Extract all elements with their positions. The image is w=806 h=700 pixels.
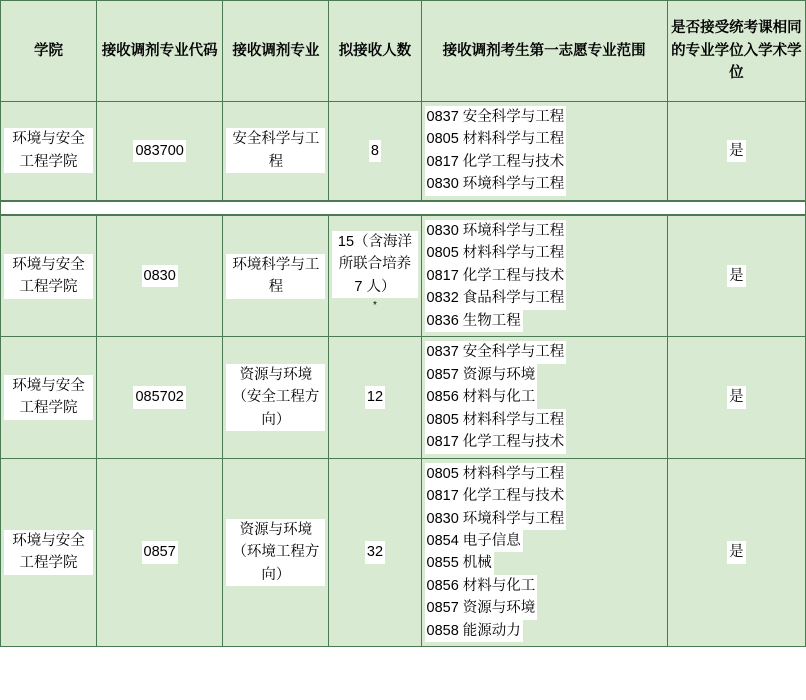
header-major: 接收调剂专业 [223, 1, 329, 102]
table-row [1, 215, 806, 336]
table-page-break [0, 201, 806, 215]
cell-planned-count: 8 [329, 102, 421, 201]
header-major-code: 接收调剂专业代码 [97, 1, 223, 102]
cell-planned-count: 32 [329, 458, 421, 647]
cell-scope: 0837 安全科学与工程 0805 材料科学与工程 0817 化学工程与技术 0830 环境科学与工程 [421, 102, 667, 201]
cell-planned-count: 15（含海洋所联合培养 7 人） * [329, 215, 421, 336]
header-college: 学院 [1, 1, 97, 102]
footnote-marker: * [372, 300, 377, 312]
header-accept-professional-degree: 是否接受统考课相同的专业学位入学术学位 [667, 1, 805, 102]
cell-major-code: 0830 [97, 215, 223, 336]
cell-college: 环境与安全工程学院 [1, 458, 97, 647]
cell-major: 安全科学与工程 [223, 102, 329, 201]
cell-college: 环境与安全工程学院 [1, 337, 97, 458]
table-header-row [1, 1, 806, 102]
cell-accept: 是 [667, 102, 805, 201]
cell-major: 环境科学与工程 [223, 215, 329, 336]
cell-major: 资源与环境（安全工程方向） [223, 337, 329, 458]
admission-table-part1 [0, 0, 806, 201]
cell-college: 环境与安全工程学院 [1, 215, 97, 336]
table-row [1, 458, 806, 647]
table-row [1, 102, 806, 201]
cell-major-code: 0857 [97, 458, 223, 647]
cell-accept: 是 [667, 337, 805, 458]
cell-accept: 是 [667, 458, 805, 647]
cell-scope: 0805 材料科学与工程 0817 化学工程与技术 0830 环境科学与工程 0854 电子信息 0855 机械 0856 材料与化工 0857 资源与环境 0858 能源动力 [421, 458, 667, 647]
cell-major-code: 085702 [97, 337, 223, 458]
header-first-choice-scope: 接收调剂考生第一志愿专业范围 [421, 1, 667, 102]
cell-major: 资源与环境（环境工程方向） [223, 458, 329, 647]
table-row [1, 337, 806, 458]
header-planned-count: 拟接收人数 [329, 1, 421, 102]
cell-planned-count: 12 [329, 337, 421, 458]
cell-scope: 0837 安全科学与工程 0857 资源与环境 0856 材料与化工 0805 材料科学与工程 0817 化学工程与技术 [421, 337, 667, 458]
cell-accept: 是 [667, 215, 805, 336]
cell-major-code: 083700 [97, 102, 223, 201]
cell-college: 环境与安全工程学院 [1, 102, 97, 201]
admission-table-part2 [0, 215, 806, 647]
cell-scope: 0830 环境科学与工程 0805 材料科学与工程 0817 化学工程与技术 0832 食品科学与工程 0836 生物工程 [421, 215, 667, 336]
